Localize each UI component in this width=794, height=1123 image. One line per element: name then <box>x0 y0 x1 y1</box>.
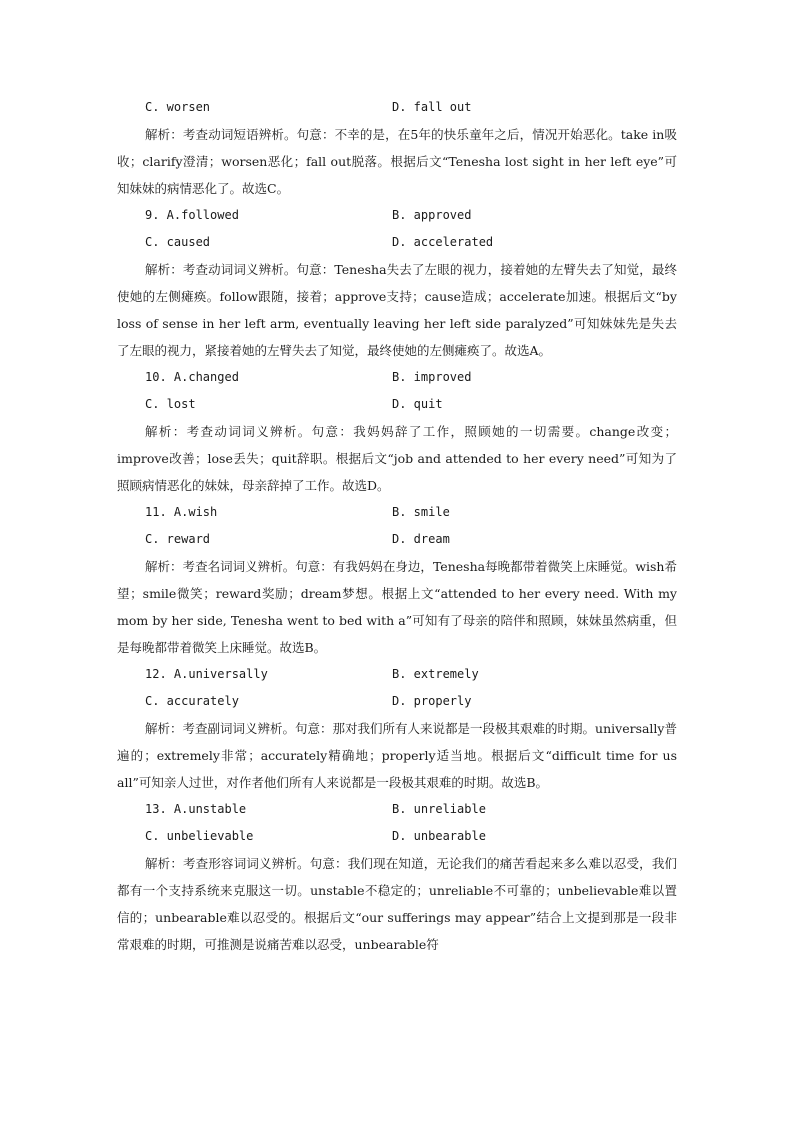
option-item: B. improved <box>392 370 472 384</box>
option-row <box>117 229 677 256</box>
option-item: 10. A.changed <box>145 370 239 384</box>
option-item: D. quit <box>392 397 443 411</box>
option-item: 11. A.wish <box>145 505 218 519</box>
option-item: C. accurately <box>145 694 239 708</box>
option-row <box>117 499 677 526</box>
option-row <box>117 823 677 850</box>
analysis-paragraph: 解析：考查副词词义辨析。句意：那对我们所有人来说都是一段极其艰难的时期。universally普遍的；extremely非常；accurately精确地；properly适当地。根据后文“difficult time for us all”可知亲人过世，对作者他们所有人来说都是一段极其艰难的时期。故选B。 <box>117 721 677 790</box>
option-row <box>117 526 677 553</box>
document-content <box>117 94 677 958</box>
analysis-paragraph: 解析：考查形容词词义辨析。句意：我们现在知道，无论我们的痛苦看起来多么难以忍受，我们都有一个支持系统来克服这一切。unstable不稳定的；unreliable不可靠的；unbelievable难以置信的；unbearable难以忍受的。根据后文“our sufferings may appear”结合上文提到那是一段非常艰难的时期，可推测是说痛苦难以忍受，unbearable符 <box>117 856 677 952</box>
analysis-paragraph: 解析：考查动词短语辨析。句意：不幸的是，在5年的快乐童年之后，情况开始恶化。take in吸收；clarify澄清；worsen恶化；fall out脱落。根据后文“Tenesha lost sight in her left eye”可知妹妹的病情恶化了。故选C。 <box>117 127 677 196</box>
option-item: D. accelerated <box>392 235 494 249</box>
option-row <box>117 661 677 688</box>
option-item: 9. A.followed <box>145 208 239 222</box>
option-item: D. unbearable <box>392 829 486 843</box>
option-item: D. fall out <box>392 100 472 114</box>
analysis-paragraph: 解析：考查动词词义辨析。句意：我妈妈辞了工作，照顾她的一切需要。change改变；improve改善；lose丢失；quit辞职。根据后文“job and attended to her every need”可知为了照顾病情恶化的妹妹，母亲辞掉了工作。故选D。 <box>117 424 677 493</box>
option-item: C. reward <box>145 532 211 546</box>
option-item: C. worsen <box>145 100 211 114</box>
option-row <box>117 94 677 121</box>
option-item: D. dream <box>392 532 450 546</box>
analysis-paragraph: 解析：考查动词词义辨析。句意：Tenesha失去了左眼的视力，接着她的左臂失去了知觉，最终使她的左侧瘫痪。follow跟随，接着；approve支持；cause造成；accelerate加速。根据后文“by loss of sense in her left arm, eventually leaving her left side paralyzed”可知妹妹先是失去了左眼的视力，紧接着她的左臂失去了知觉，最终使她的左侧瘫痪了。故选A。 <box>117 262 677 358</box>
option-row <box>117 796 677 823</box>
option-item: B. approved <box>392 208 472 222</box>
option-row <box>117 391 677 418</box>
option-item: 12. A.universally <box>145 667 268 681</box>
option-item: 13. A.unstable <box>145 802 247 816</box>
option-row <box>117 688 677 715</box>
option-item: B. extremely <box>392 667 479 681</box>
option-row <box>117 202 677 229</box>
option-item: C. lost <box>145 397 196 411</box>
option-item: D. properly <box>392 694 472 708</box>
option-item: C. unbelievable <box>145 829 254 843</box>
option-item: B. smile <box>392 505 450 519</box>
option-row <box>117 364 677 391</box>
option-item: C. caused <box>145 235 211 249</box>
analysis-paragraph: 解析：考查名词词义辨析。句意：有我妈妈在身边，Tenesha每晚都带着微笑上床睡觉。wish希望；smile微笑；reward奖励；dream梦想。根据上文“attended to her every need. With my mom by her side, Tenesha went to bed with a”可知有了母亲的陪伴和照顾，妹妹虽然病重，但是每晚都带着微笑上床睡觉。故选B。 <box>117 559 677 655</box>
option-item: B. unreliable <box>392 802 486 816</box>
